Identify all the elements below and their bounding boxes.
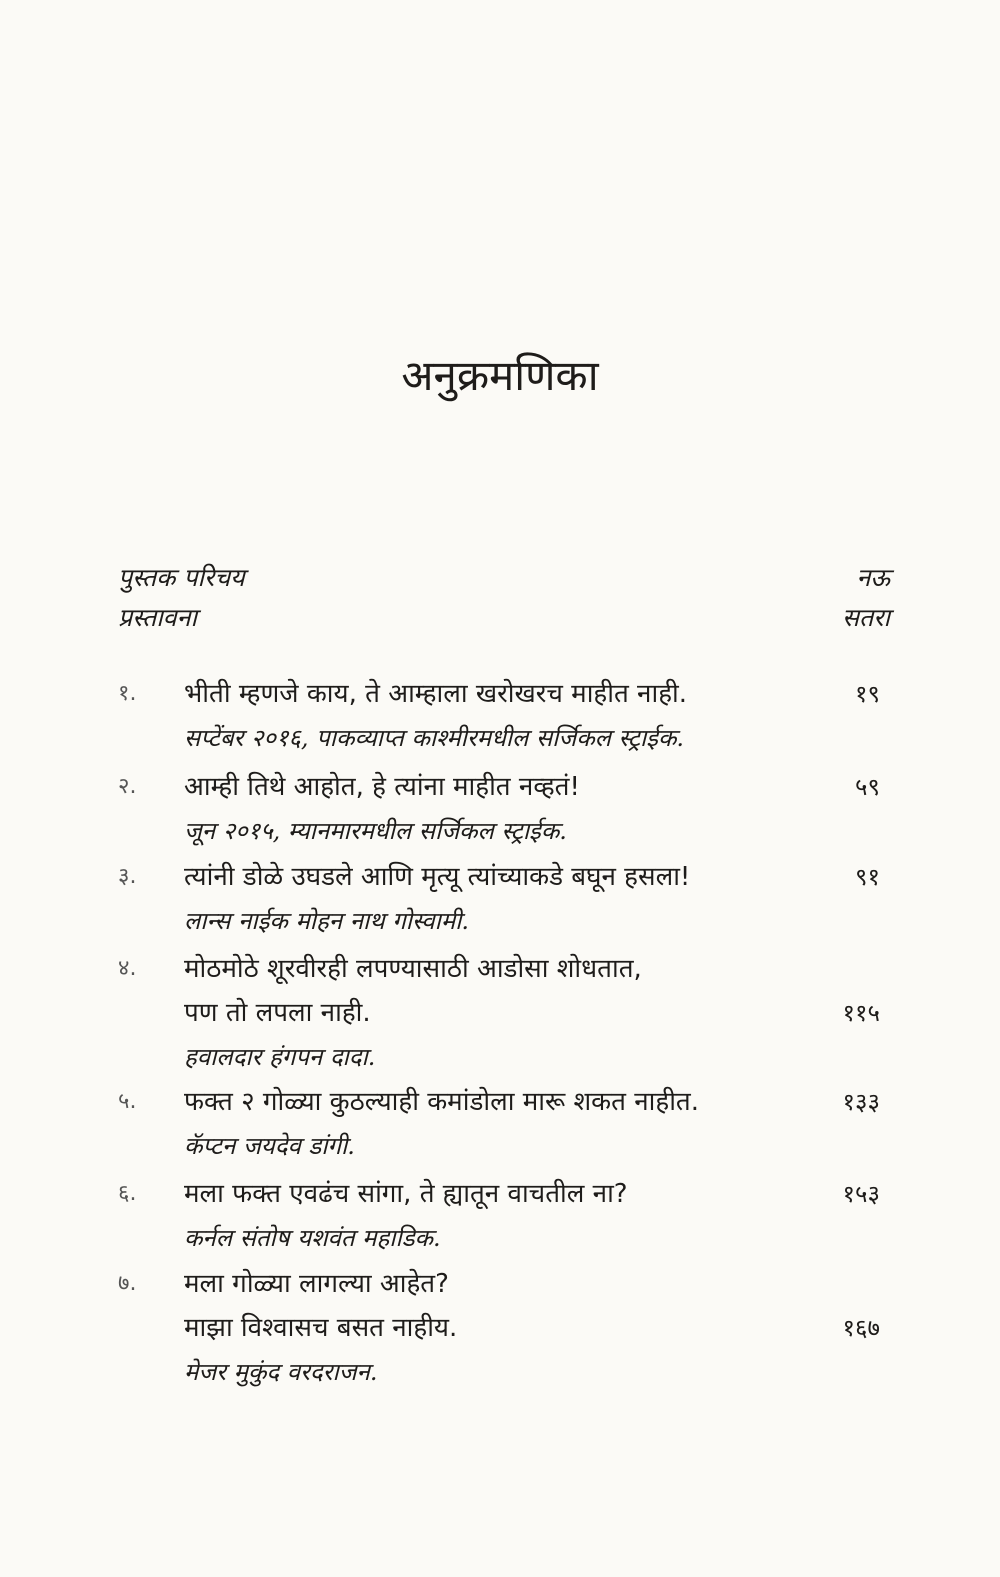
chapter-title-block bbox=[184, 765, 804, 853]
chapter-subtitle: लान्स नाईक मोहन नाथ गोस्वामी. bbox=[184, 907, 470, 935]
chapter-page: १६७ bbox=[842, 1314, 880, 1342]
chapter-title: भीती म्हणजे काय, ते आम्हाला खरोखरच माहीत नाही. bbox=[184, 679, 688, 709]
chapter-page: ५९ bbox=[855, 773, 880, 801]
chapter-page: १९ bbox=[855, 680, 880, 708]
chapter-title: मोठमोठे शूरवीरही लपण्यासाठी आडोसा शोधतात, bbox=[184, 954, 642, 984]
page-title: अनुक्रमणिका bbox=[401, 351, 599, 400]
chapter-subtitle: कर्नल संतोष यशवंत महाडिक. bbox=[184, 1224, 441, 1252]
chapter-title: फक्त २ गोळ्या कुठल्याही कमांडोला मारू शकत नाहीत. bbox=[184, 1087, 700, 1117]
chapter-page: १५३ bbox=[842, 1180, 880, 1208]
chapter-number: ६. bbox=[118, 1181, 137, 1206]
chapter-page: ९१ bbox=[855, 863, 880, 891]
chapter-number: २. bbox=[118, 774, 137, 799]
chapter-title-block bbox=[184, 947, 804, 1079]
chapter-subtitle: जून २०१५, म्यानमारमधील सर्जिकल स्ट्राईक. bbox=[184, 817, 567, 845]
chapter-title: आम्ही तिथे आहोत, हे त्यांना माहीत नव्हतं! bbox=[184, 772, 580, 802]
chapter-page: ११५ bbox=[842, 999, 880, 1027]
chapter-title: मला फक्त एवढंच सांगा, ते ह्यातून वाचतील ना? bbox=[184, 1179, 628, 1209]
front-matter-label: प्रस्तावना bbox=[118, 603, 197, 632]
chapter-subtitle: हवालदार हंगपन दादा. bbox=[184, 1043, 376, 1071]
chapter-title-block bbox=[184, 1172, 804, 1260]
front-matter-page: सतरा bbox=[842, 603, 890, 632]
chapter-number: ७. bbox=[118, 1271, 137, 1296]
chapter-title-block bbox=[184, 1262, 804, 1394]
chapter-title: मला गोळ्या लागल्या आहेत? bbox=[184, 1269, 449, 1299]
chapter-number: ५. bbox=[118, 1089, 137, 1114]
chapter-title: माझा विश्वासच बसत नाहीय. bbox=[184, 1313, 458, 1343]
chapter-number: ४. bbox=[118, 956, 137, 981]
chapter-title: पण तो लपला नाही. bbox=[184, 998, 371, 1028]
chapter-title-block bbox=[184, 855, 804, 943]
chapter-title-block bbox=[184, 672, 804, 760]
chapter-subtitle: मेजर मुकुंद वरदराजन. bbox=[184, 1358, 378, 1386]
chapter-title: त्यांनी डोळे उघडले आणि मृत्यू त्यांच्याकडे बघून हसला! bbox=[184, 862, 691, 892]
front-matter-label: पुस्तक परिचय bbox=[118, 563, 245, 592]
chapter-number: १. bbox=[118, 681, 137, 706]
front-matter-page: नऊ bbox=[856, 563, 890, 592]
chapter-number: ३. bbox=[118, 864, 137, 889]
chapter-subtitle: सप्टेंबर २०१६, पाकव्याप्त काश्मीरमधील सर्जिकल स्ट्राईक. bbox=[184, 724, 685, 752]
chapter-subtitle: कॅप्टन जयदेव डांगी. bbox=[184, 1132, 355, 1160]
chapter-title-block bbox=[184, 1080, 804, 1168]
chapter-page: १३३ bbox=[842, 1088, 880, 1116]
